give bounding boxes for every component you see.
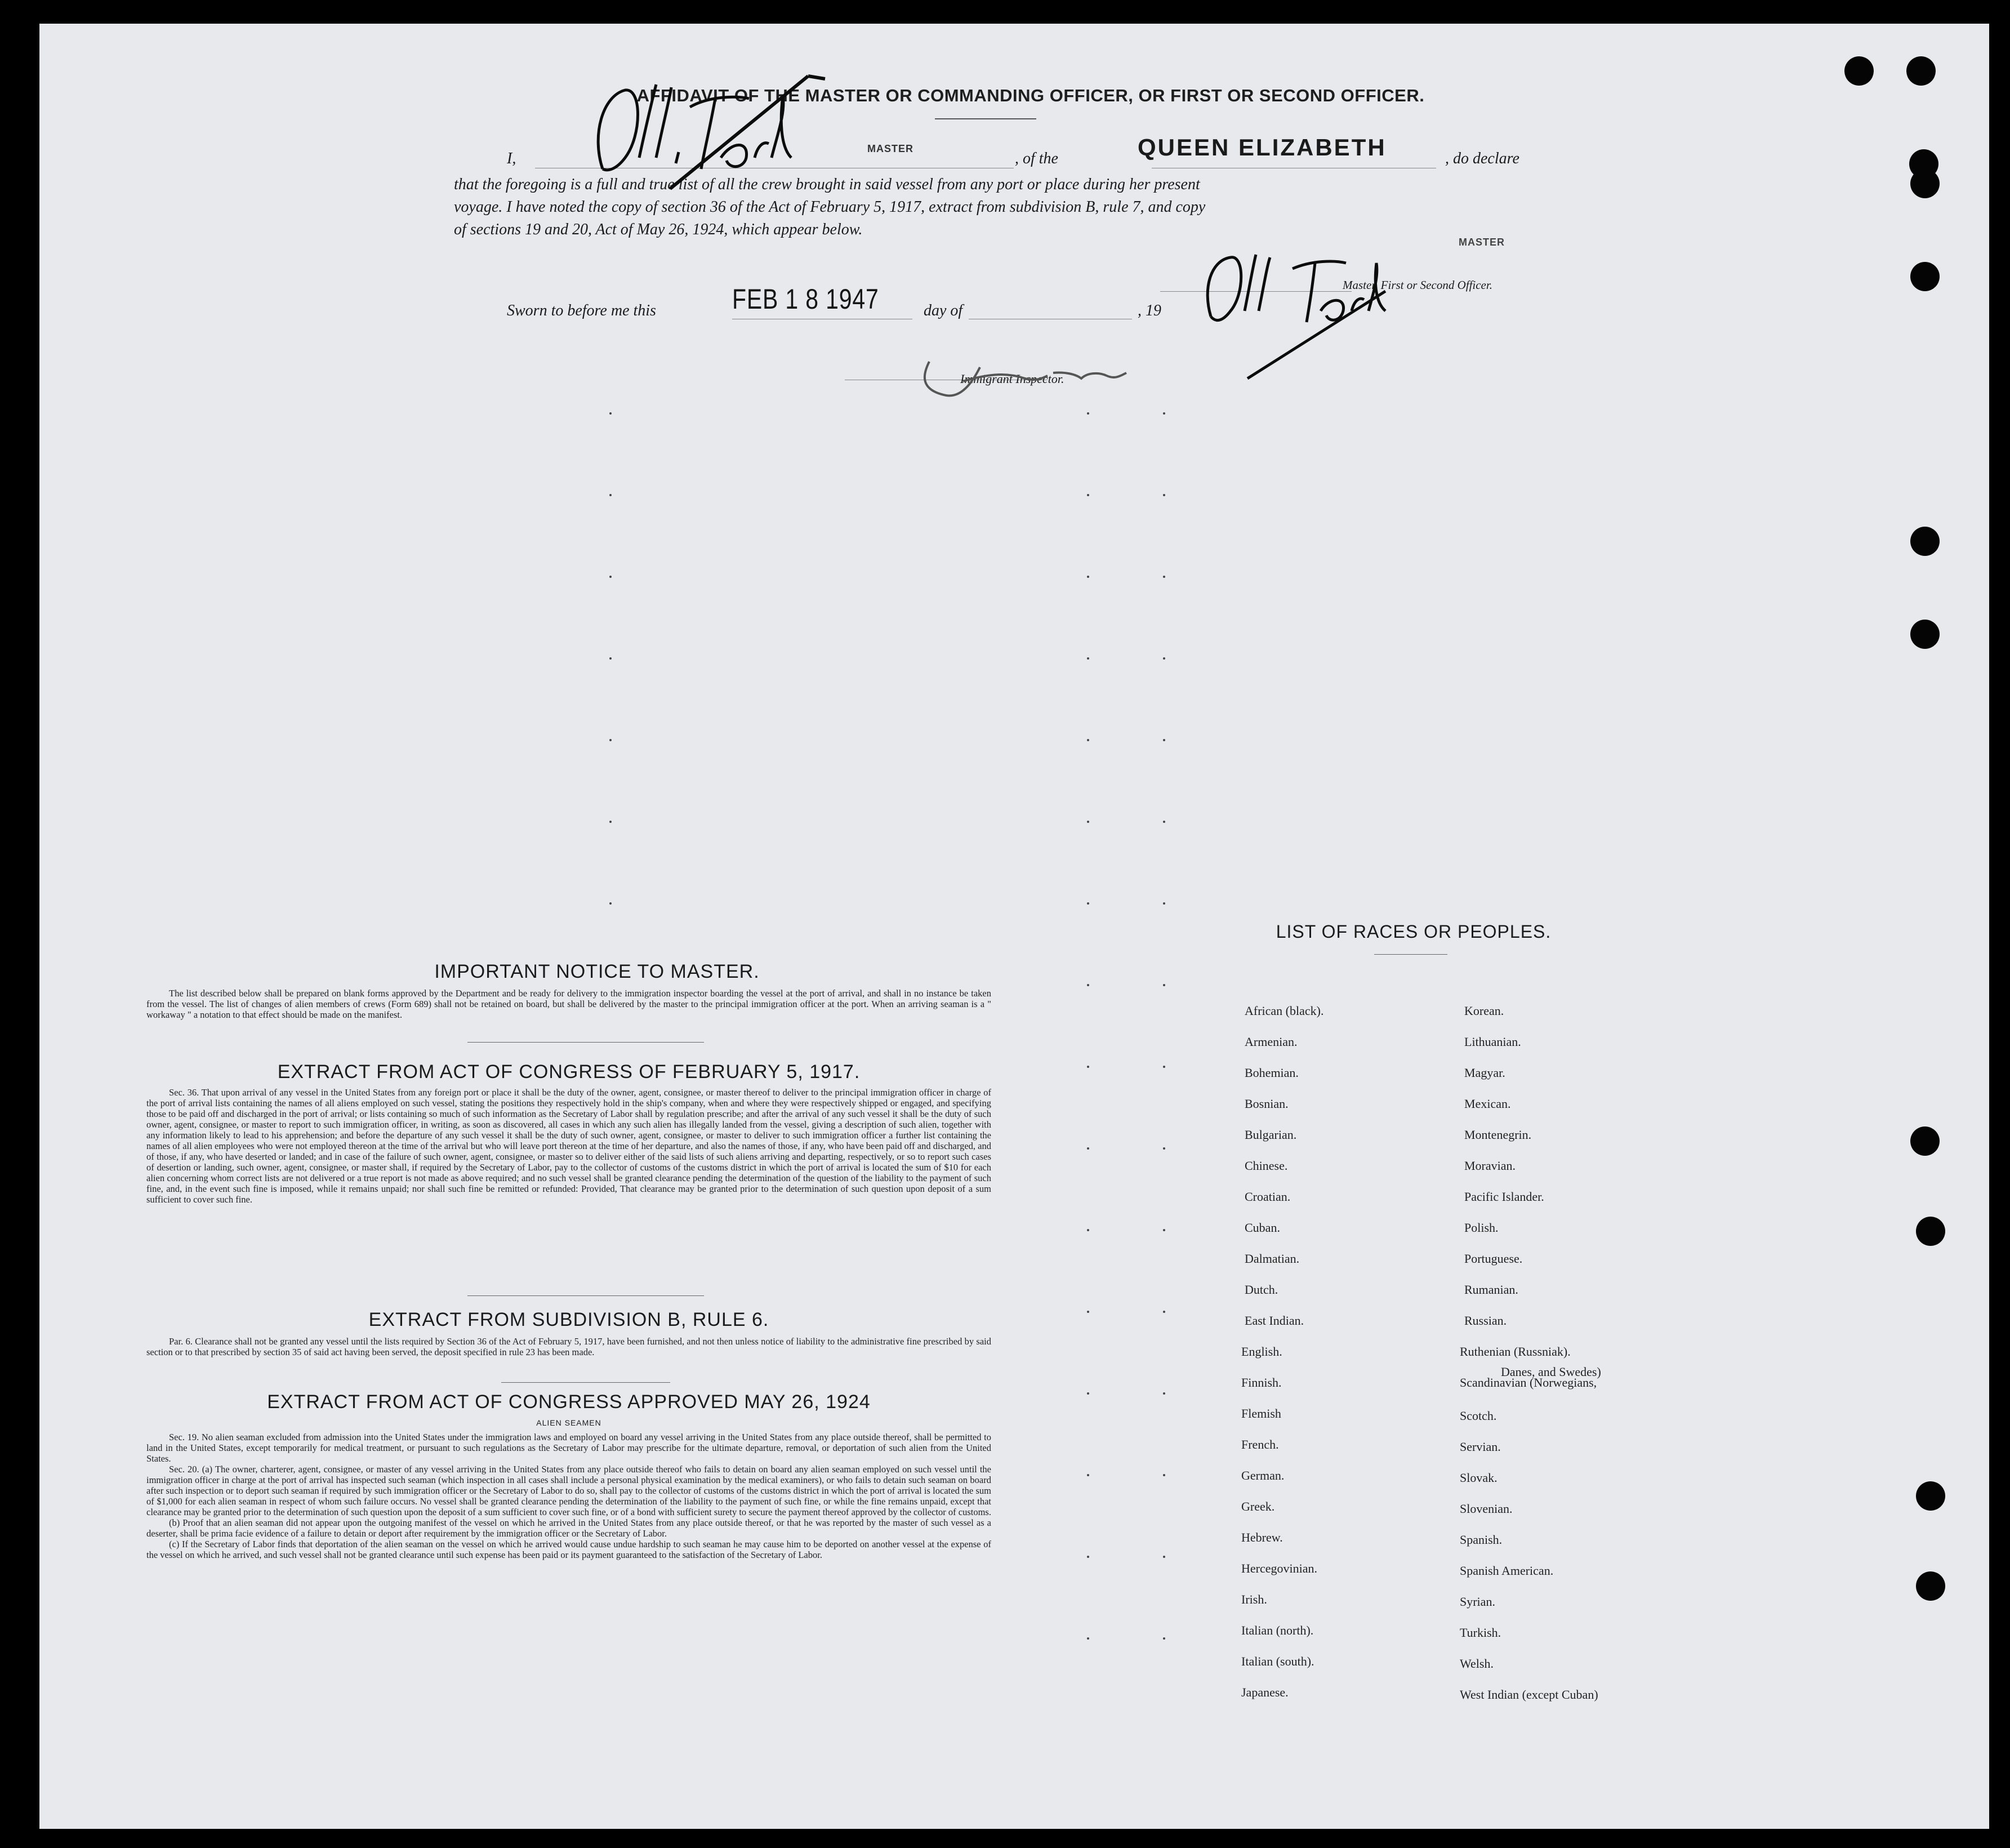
ledger-dot: [1087, 657, 1089, 660]
sworn-prefix: Sworn to before me this: [507, 302, 656, 319]
master-stamp: MASTER: [867, 143, 913, 154]
ledger-dot: [1163, 1229, 1165, 1231]
binder-hole-6: [1910, 527, 1940, 556]
ledger-dot: [609, 494, 612, 496]
master-signature-1: [586, 73, 834, 192]
extract-1917-text: Sec. 36. That upon arrival of any vessel in the United States from any foreign port or place it shall be the duty of the owner, agent, consignee, or master thereof to deliver to the principal immigration officer in charge of the port of arrival lists containing the names of all aliens employed on such vessel, stating the positions they respectively hold in the ship's company, when and where they were respectively shipped or engaged, and specifying those to be paid off and discharged in the port of arrival; or lists containing so much of such information as the Secretary of Labor shall by regulation prescribe; and after the arrival of any such vessel it shall be the duty of such owner, agent, consignee, or master to report to such immigration officer, in writing, as soon as discovered, all cases in which any such alien has illegally landed from the vessel, giving a description of such alien, together with any information likely to lead to his apprehension; and before the departure of any such vessel it shall be the duty of such owner, agent, consignee, or master to deliver to such immigration officer a further list containing the names of all alien employees who were not employed thereon at the time of the arrival but who will leave port thereon at the time of her departure, and also the names of those, if any, who have been paid off and discharged, and of those, if any, who have deserted or landed; and in case of the failure of such owner, agent, consignee, or master so to deliver either of the said lists of such aliens arriving and departing, respectively, or so to report such cases of desertion or landing, such owner, agent, consignee, or master shall, if required by the Secretary of Labor, pay to the collector of customs of the customs district in which the port of arrival is located the sum of $10 for each alien concerning whom correct lists are not delivered or a true report is not made as above required; and no such vessel shall be granted clearance pending the determination of the question of the liability to the payment of such fine, and, in the event such fine is imposed, while it remains unpaid; nor shall such fine be remitted or refunded: Provided, That clearance may be granted prior to the determination of such question upon deposit of a sum sufficient to cover such fine.: [146, 1087, 991, 1205]
race-item: Lithuanian.: [1464, 1035, 1521, 1049]
binder-hole-11: [1916, 1571, 1945, 1601]
race-item: Italian (north).: [1241, 1623, 1314, 1637]
race-item: Dutch.: [1245, 1283, 1278, 1297]
race-item: Scandinavian (Norwegians,: [1460, 1375, 1597, 1390]
extract-1924-sec20b: (b) Proof that an alien seaman did not appear upon the outgoing manifest of the vessel on which he arrived in the United States from any place outside thereof, or that he was reported by the master of such vessel as a deserter, shall be prima facie evidence of a failure to detain or deport after requirement by the immigration officer or the Secretary of Labor.: [146, 1517, 991, 1539]
race-item: Irish.: [1241, 1592, 1267, 1606]
race-item: Portuguese.: [1464, 1252, 1523, 1266]
affidavit-title: AFFIDAVIT OF THE MASTER OR COMMANDING OFFICER, OR FIRST OR SECOND OFFICER.: [636, 86, 1425, 105]
ledger-dot: [1163, 739, 1165, 741]
ledger-dot: [1163, 412, 1165, 415]
ledger-dot: [1087, 1556, 1089, 1558]
races-title: LIST OF RACES OR PEOPLES.: [1276, 921, 1552, 942]
race-item: Rumanian.: [1464, 1283, 1518, 1297]
races-title-rule: [1374, 954, 1447, 955]
race-item: Moravian.: [1464, 1159, 1516, 1173]
ledger-dot: [1087, 1147, 1089, 1150]
race-item: Cuban.: [1245, 1221, 1280, 1235]
ledger-dot: [1087, 412, 1089, 415]
affidavit-declare: , do declare: [1445, 150, 1519, 167]
ledger-dot: [609, 902, 612, 905]
race-item: Hercegovinian.: [1241, 1561, 1317, 1575]
race-item: Armenian.: [1245, 1035, 1298, 1049]
race-item: East Indian.: [1245, 1313, 1304, 1328]
extract-1924-sec20c: (c) If the Secretary of Labor finds that deportation of the alien seaman on the vessel on which he arrived would cause undue hardship to such seaman he may cause him to be deported on another vessel at the expense of the vessel on which he arrived, and such vessel shall not be granted clearance until such expense has been paid or its payment guaranteed to the satisfaction of the Secretary of Labor.: [146, 1539, 991, 1560]
ledger-dot: [609, 821, 612, 823]
ledger-dot: [1163, 1637, 1165, 1640]
binder-hole-1: [1844, 56, 1874, 86]
ledger-dot: [1087, 494, 1089, 496]
race-item: French.: [1241, 1437, 1279, 1451]
vessel-name: QUEEN ELIZABETH: [1138, 134, 1387, 161]
binder-hole-9: [1916, 1217, 1945, 1246]
ledger-dot: [1163, 657, 1165, 660]
race-item: Slovak.: [1460, 1471, 1498, 1485]
ledger-dot: [1087, 1637, 1089, 1640]
race-item: Scotch.: [1460, 1409, 1497, 1423]
race-item: Bosnian.: [1245, 1097, 1289, 1111]
extract-1924-body: [146, 1432, 991, 1560]
binder-hole-10: [1916, 1481, 1945, 1511]
race-item: Syrian.: [1460, 1595, 1495, 1609]
race-right-extra: Danes, and Swedes): [1501, 1365, 1601, 1379]
ledger-dot: [1087, 1311, 1089, 1313]
race-item: Spanish American.: [1460, 1564, 1554, 1578]
binder-hole-5: [1910, 262, 1940, 291]
ledger-dot: [1087, 821, 1089, 823]
race-item: Polish.: [1464, 1221, 1499, 1235]
sworn-year: , 19: [1138, 302, 1161, 319]
section-divider-2: [467, 1295, 704, 1296]
ledger-dot: [1163, 1311, 1165, 1313]
race-item: African (black).: [1245, 1004, 1324, 1018]
affidavit-declarant-prefix: I,: [507, 150, 516, 167]
section-divider: [467, 1042, 704, 1043]
ledger-dot: [1163, 1147, 1165, 1150]
document-page: [39, 24, 1989, 1829]
officer-caption: Master, First or Second Officer.: [1343, 278, 1492, 292]
race-item: Spanish.: [1460, 1533, 1503, 1547]
race-item: Bulgarian.: [1245, 1128, 1297, 1142]
race-item: Servian.: [1460, 1440, 1501, 1454]
race-item: Ruthenian (Russniak).: [1460, 1344, 1571, 1359]
race-item: Mexican.: [1464, 1097, 1511, 1111]
ledger-dot: [1087, 1229, 1089, 1231]
race-item: Turkish.: [1460, 1626, 1501, 1640]
rule6-text: Par. 6. Clearance shall not be granted any vessel until the lists required by Section 36 of the Act of February 5, 1917, have been furnished, and not then unless notice of liability to the administrative fine prescribed by said section or to that prescribed by section 35 of said act having been served, the deposit specified in rule 23 has been made.: [146, 1336, 991, 1357]
ledger-dot: [1087, 902, 1089, 905]
race-item: Greek.: [1241, 1499, 1275, 1513]
ledger-dot: [1163, 576, 1165, 578]
race-item: Korean.: [1464, 1004, 1504, 1018]
sworn-date-stamp: FEB 1 8 1947: [732, 283, 879, 315]
extract-1924-title: EXTRACT FROM ACT OF CONGRESS APPROVED MAY 26, 1924: [267, 1391, 871, 1413]
race-item: Italian (south).: [1241, 1654, 1314, 1668]
race-item: West Indian (except Cuban): [1460, 1687, 1598, 1702]
ledger-dot: [1163, 1392, 1165, 1395]
binder-hole-8: [1910, 1126, 1940, 1156]
affidavit-of-the: , of the: [1015, 150, 1058, 167]
ledger-dot: [1163, 1066, 1165, 1068]
race-item: Bohemian.: [1245, 1066, 1299, 1080]
ledger-dot: [1163, 1474, 1165, 1476]
race-item: Welsh.: [1460, 1656, 1494, 1671]
ledger-dot: [1087, 1392, 1089, 1395]
affidavit-line-2: that the foregoing is a full and true list of all the crew brought in said vessel from any port or place during her present: [454, 176, 1200, 193]
section-divider-3: [501, 1382, 670, 1383]
race-item: Hebrew.: [1241, 1530, 1283, 1544]
race-item: Japanese.: [1241, 1685, 1289, 1699]
ledger-dot: [1163, 494, 1165, 496]
race-item: Montenegrin.: [1464, 1128, 1532, 1142]
race-item: Finnish.: [1241, 1375, 1282, 1390]
binder-hole-4: [1910, 169, 1940, 198]
ledger-dot: [1163, 902, 1165, 905]
ledger-dot: [1087, 984, 1089, 986]
ledger-dot: [1163, 821, 1165, 823]
race-item: Pacific Islander.: [1464, 1190, 1544, 1204]
extract-1917-title: EXTRACT FROM ACT OF CONGRESS OF FEBRUARY 5, 1917.: [277, 1061, 861, 1083]
ledger-dot: [1163, 984, 1165, 986]
race-item: German.: [1241, 1468, 1285, 1482]
affidavit-line-3: voyage. I have noted the copy of section 36 of the Act of February 5, 1917, extract from subdivision B, rule 7, and copy: [454, 198, 1206, 216]
race-item: Slovenian.: [1460, 1502, 1513, 1516]
race-item: Croatian.: [1245, 1190, 1291, 1204]
ledger-dot: [1087, 1066, 1089, 1068]
binder-hole-7: [1910, 620, 1940, 649]
ledger-dot: [1087, 1474, 1089, 1476]
ledger-dot: [609, 657, 612, 660]
master-signature-2: [1200, 238, 1436, 384]
ledger-dot: [1087, 739, 1089, 741]
ledger-dot: [1163, 1556, 1165, 1558]
ledger-dot: [609, 412, 612, 415]
sworn-day-of: day of: [924, 302, 963, 319]
notice-title: IMPORTANT NOTICE TO MASTER.: [434, 961, 760, 982]
extract-1924-subtitle: ALIEN SEAMEN: [536, 1418, 601, 1427]
race-item: Russian.: [1464, 1313, 1507, 1328]
affidavit-line-4: of sections 19 and 20, Act of May 26, 1924, which appear below.: [454, 221, 863, 238]
master-stamp-2: MASTER: [1459, 237, 1505, 248]
ledger-dot: [609, 739, 612, 741]
notice-text: The list described below shall be prepared on blank forms approved by the Department and be ready for delivery to the immigration inspector boarding the vessel at the port of arrival, and shall in no instance be taken from the vessel. The list of changes of alien members of crews (Form 689) shall not be retained on board, but shall be delivered by the master to the principal immigration officer at the port. When an arriving seaman is a " workaway " a notation to that effect should be made on the manifest.: [146, 988, 991, 1020]
ledger-dot: [1087, 576, 1089, 578]
race-item: English.: [1241, 1344, 1282, 1359]
ledger-dot: [609, 576, 612, 578]
inspector-signature: [895, 356, 1166, 407]
extract-1924-sec20a: Sec. 20. (a) The owner, charterer, agent, consignee, or master of any vessel arriving in the United States from any place outside thereof who fails to detain on board any alien seaman employed on such vessel until the immigration officer in charge at the port of arrival has inspected such seaman (which inspection in all cases shall include a personal physical examination by the medical examiners), or who fails to detain such seaman on board after such inspection or to deport such seaman if required by such immigration officer or the Secretary of Labor to do so, shall pay to the collector of customs of the customs district in which the port of arrival is located the sum of $1,000 for each alien seaman in respect of whom such failure occurs. No vessel shall be granted clearance pending the determination of the liability to the payment of such fine, or while the fine remains unpaid, except that clearance may be granted prior to the determination of such question upon the deposit of a sum sufficient to cover such fine, or of a bond with sufficient surety to secure the payment thereof approved by the collector of customs.: [146, 1464, 991, 1517]
race-item: Chinese.: [1245, 1159, 1288, 1173]
rule6-title: EXTRACT FROM SUBDIVISION B, RULE 6.: [368, 1309, 769, 1330]
race-item: Dalmatian.: [1245, 1252, 1300, 1266]
inspector-caption: Immigrant Inspector.: [960, 372, 1064, 386]
race-item: Flemish: [1241, 1406, 1281, 1420]
race-item: Magyar.: [1464, 1066, 1505, 1080]
binder-hole-2: [1906, 56, 1936, 86]
extract-1924-sec19: Sec. 19. No alien seaman excluded from admission into the United States under the immigration laws and employed on board any vessel arriving in the United States from any place outside thereof, shall be permitted to land in the United States, except temporarily for medical treatment, or pursuant to such regulations as the Secretary of Labor may prescribe for the ultimate departure, removal, or deportation of such alien from the United States.: [146, 1432, 991, 1464]
